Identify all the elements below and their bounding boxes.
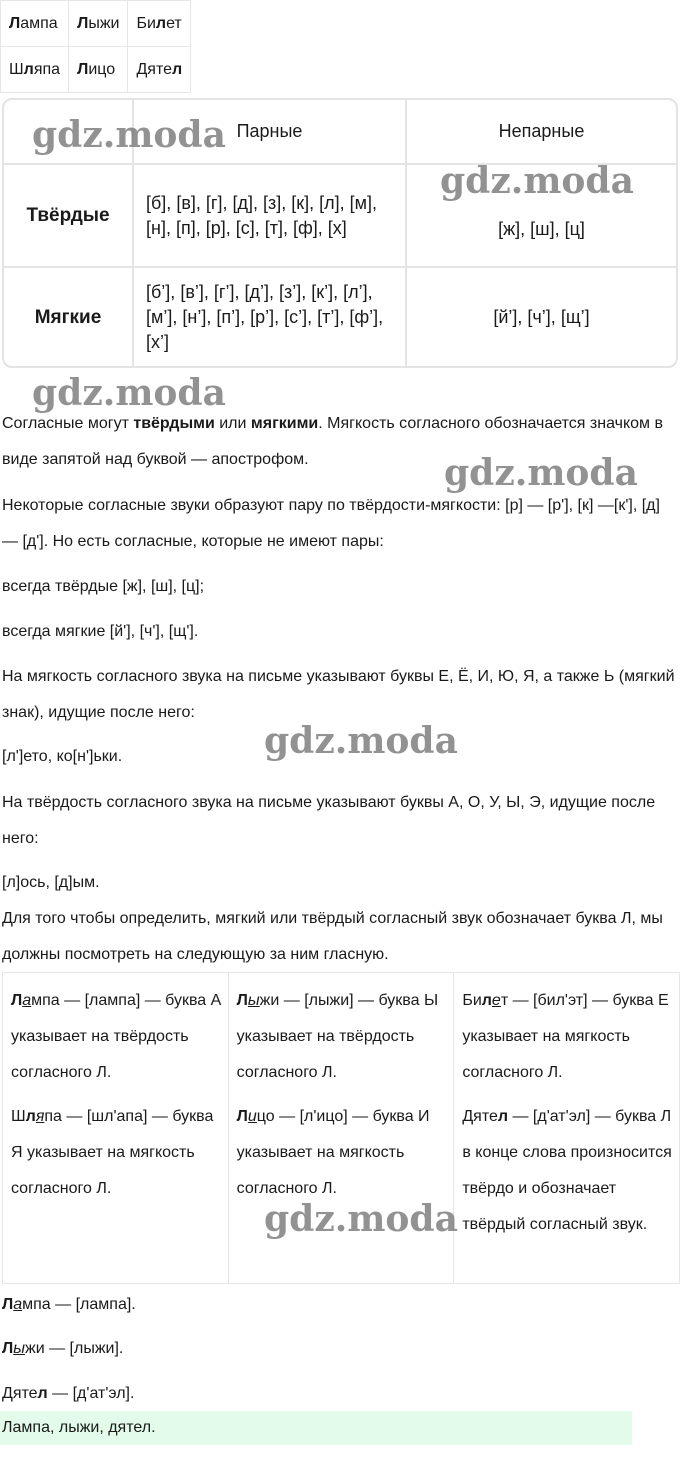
word-cell-bilet: Билет — [128, 1, 191, 47]
watermark-logo: gdz.moda — [440, 160, 634, 202]
word-cell-lyzhi: Лыжи — [69, 1, 128, 47]
paragraph-pairs: Некоторые согласные звуки образуют пару по твёрдости-мягкости: [р] — [р'], [к] —[к'], [д] — [д']. Но есть согласные, которые не имеют пары: — [2, 497, 660, 550]
header-unpaired: Непарные — [406, 100, 676, 164]
paragraph-task: Для того чтобы определить, мягкий или твёрдый согласный звук обозначает буква Л, мы должны посмотреть на следующую за ним гласную. — [2, 910, 663, 963]
consonant-table — [2, 98, 678, 368]
explain-col-2 — [228, 973, 454, 1284]
paragraph-hard-letters: На твёрдость согласного звука на письме указывают буквы А, О, У, Ы, Э, идущие после него: — [2, 794, 656, 847]
explain-col-3 — [454, 973, 680, 1284]
paragraph-hard-example: [л]ось, [д]ым. — [2, 874, 100, 891]
paragraph-soft-example: [л']ето, ко[н']ьки. — [2, 748, 123, 765]
watermark-logo: gdz.moda — [264, 1198, 458, 1240]
paragraph-soft-letters: На мягкость согласного звука на письме указывают буквы Е, Ё, И, Ю, Я, а также Ь (мягкий знак), идущие после него: — [2, 668, 675, 721]
explain-col-1 — [3, 973, 229, 1284]
watermark-logo: gdz.moda — [264, 720, 458, 762]
soft-unpaired-list: [й’], [ч’], [щ’] — [406, 267, 676, 366]
soft-paired-list: [б’], [в’], [г’], [д’], [з’], [к’], [л’], [м’], [н’], [п’], [р’], [с’], [т’], [ф’], [х’] — [133, 267, 406, 366]
hard-paired-list: [б], [в], [г], [д], [з], [к], [л], [м], [н], [п], [р], [с], [т], [ф], [х] — [133, 164, 406, 267]
answer-box: Лампа, лыжи, дятел. — [0, 1411, 632, 1445]
explain-bilet: Билет — [бил'эт] — буква Е указывает на мягкость согласного Л. — [462, 992, 669, 1081]
explain-shlyapa: Шляпа — [шл'апа] — буква Я указывает на мягкость согласного Л. — [11, 1108, 214, 1197]
row-label-soft: Мягкие — [4, 267, 133, 366]
table-corner-cell — [4, 100, 133, 164]
result-lyzhi: Лыжи — [лыжи]. — [2, 1340, 124, 1357]
explain-lyzhi: Лыжи — [лыжи] — буква Ы указывает на твёрдость согласного Л. — [236, 992, 439, 1081]
paragraph-always-hard: всегда твёрдые [ж], [ш], [ц]; — [2, 578, 205, 595]
result-dyatel: Дятел — [д'ат'эл]. — [2, 1385, 135, 1402]
row-label-hard: Твёрдые — [4, 164, 133, 267]
explain-lampa: Лампа — [лампа] — буква А указывает на твёрдость согласного Л. — [11, 992, 222, 1081]
word-grid — [0, 0, 191, 93]
watermark-logo: gdz.moda — [444, 452, 638, 494]
explain-dyatel: Дятел — [д'ат'эл] — буква Л в конце слова произносится твёрдо и обозначает твёрдый согласный звук. — [462, 1108, 672, 1233]
watermark-logo: gdz.moda — [32, 114, 226, 156]
explanation-table — [2, 972, 680, 1284]
word-cell-dyatel: Дятел — [128, 47, 191, 93]
explain-litso: Лицо — [л'ицо] — буква И указывает на мягкость согласного Л. — [236, 1108, 430, 1197]
header-paired: Парные — [133, 100, 406, 164]
result-lampa: Лампа — [лампа]. — [2, 1296, 136, 1313]
word-cell-litso: Лицо — [69, 47, 128, 93]
watermark-logo: gdz.moda — [32, 372, 226, 414]
paragraph-hard-soft: Согласные могут твёрдыми или мягкими. Мягкость согласного обозначается значком в виде запятой над буквой — апострофом. — [2, 415, 663, 468]
paragraph-always-soft: всегда мягкие [й'], [ч'], [щ']. — [2, 623, 199, 640]
word-cell-shlyapa: Шляпа — [1, 47, 69, 93]
word-cell-lampa: Лампа — [1, 1, 69, 47]
hard-unpaired-list: [ж], [ш], [ц] — [406, 164, 676, 267]
